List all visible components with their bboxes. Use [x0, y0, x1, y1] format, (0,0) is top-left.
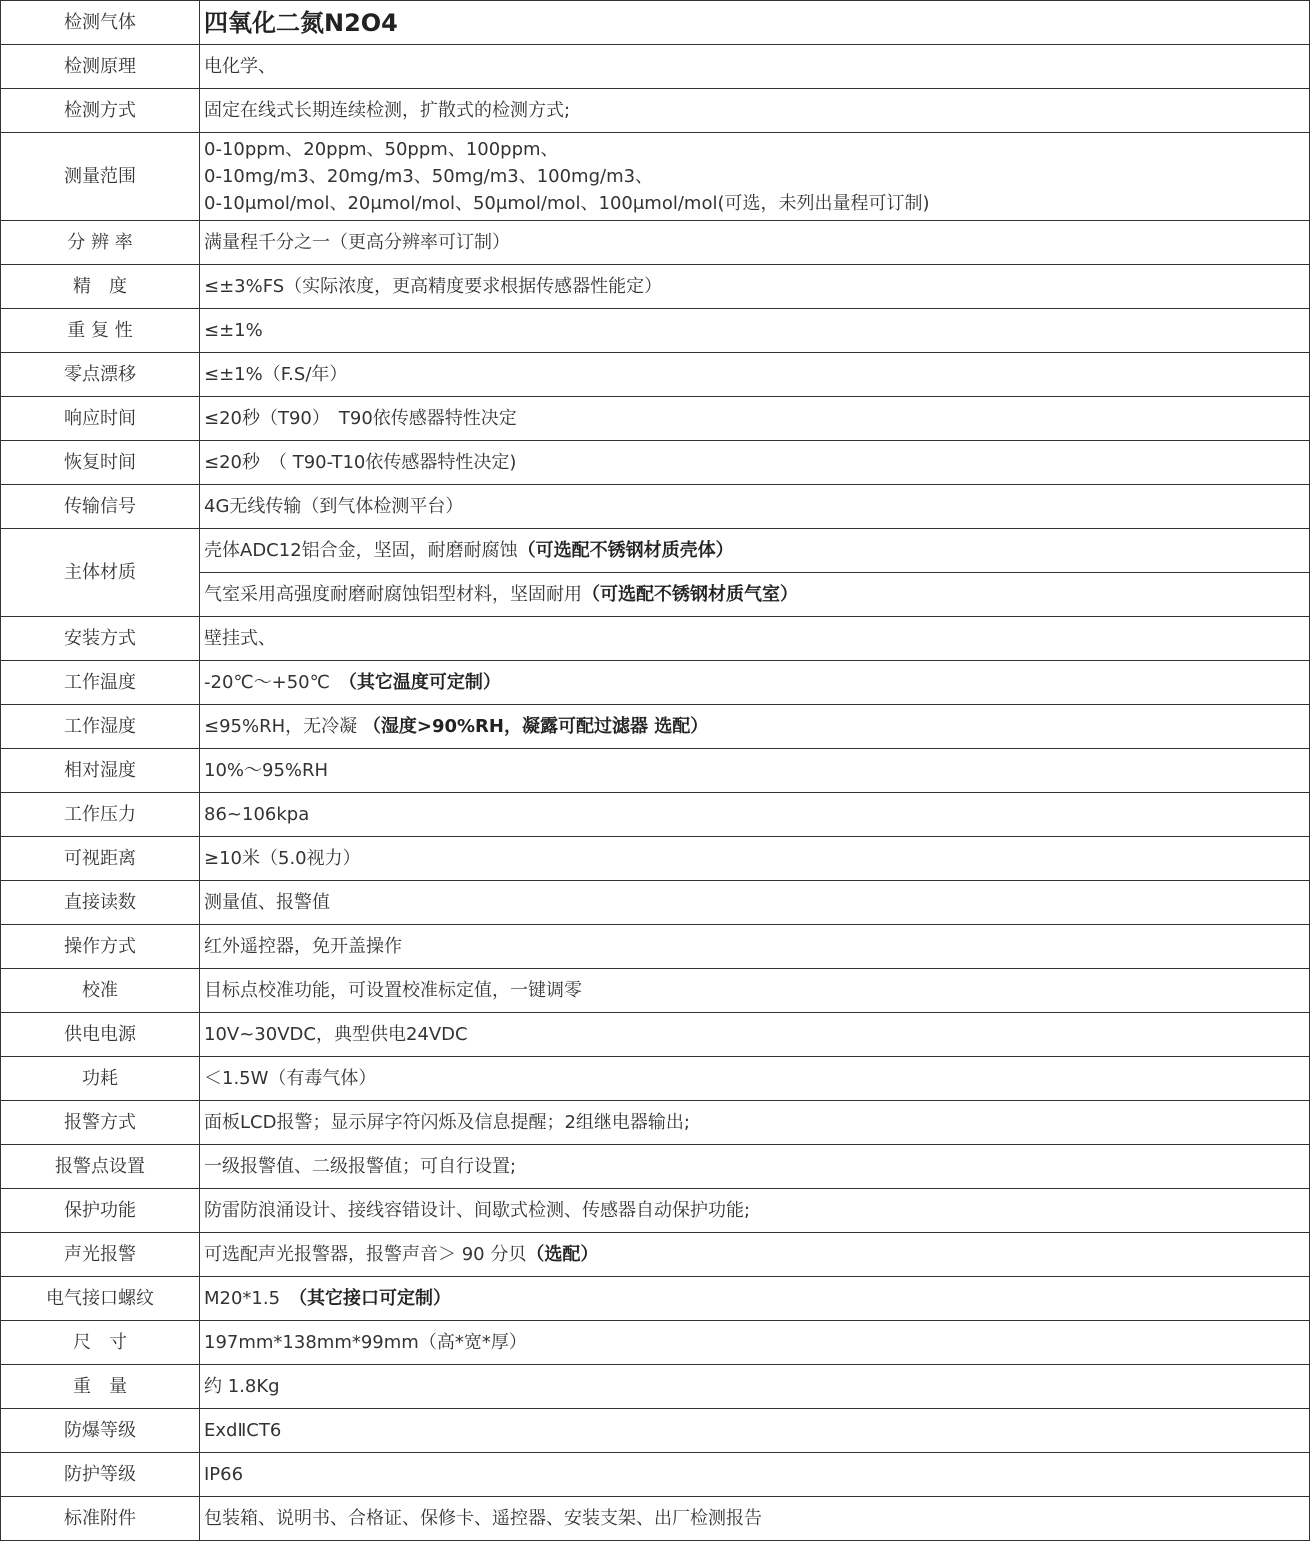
- spec-row: [1, 1365, 1310, 1409]
- spec-value-text: 10V~30VDC，典型供电24VDC: [204, 1023, 468, 1045]
- spec-value-text: 约 1.8Kg: [204, 1375, 280, 1397]
- spec-label: 重 量: [1, 1365, 200, 1409]
- spec-value-text: 目标点校准功能，可设置校准标定值，一键调零: [204, 979, 582, 1001]
- spec-row: [1, 1189, 1310, 1233]
- spec-label: 标准附件: [1, 1497, 200, 1541]
- spec-row: [1, 265, 1310, 309]
- spec-value: [200, 89, 1310, 133]
- gas-name: [200, 1, 1310, 45]
- spec-value-text: 壁挂式、: [204, 627, 276, 649]
- spec-label: 防爆等级: [1, 1409, 200, 1453]
- spec-value: [200, 1101, 1310, 1145]
- spec-value-text: 防雷防浪涌设计、接线容错设计、间歇式检测、传感器自动保护功能;: [204, 1199, 751, 1221]
- spec-value-emphasis: （湿度>90%RH，凝露可配过滤器 选配）: [362, 715, 709, 737]
- spec-value: [200, 1145, 1310, 1189]
- spec-label: 安装方式: [1, 617, 200, 661]
- spec-value: [200, 529, 1310, 573]
- spec-row: [1, 749, 1310, 793]
- spec-value-emphasis: （可选配不锈钢材质壳体）: [517, 539, 734, 561]
- spec-value-text: 可选配声光报警器，报警声音＞ 90 分贝: [204, 1243, 527, 1265]
- spec-row: [1, 881, 1310, 925]
- spec-label: 报警方式: [1, 1101, 200, 1145]
- spec-value: [200, 309, 1310, 353]
- spec-label: 重 复 性: [1, 309, 200, 353]
- spec-row: [1, 1409, 1310, 1453]
- spec-value: [200, 397, 1310, 441]
- spec-row: [1, 1013, 1310, 1057]
- spec-row: [1, 793, 1310, 837]
- spec-value-text: IP66: [204, 1463, 244, 1485]
- spec-value: [200, 45, 1310, 89]
- spec-value: [200, 221, 1310, 265]
- spec-value-text: 包装箱、说明书、合格证、保修卡、遥控器、安装支架、出厂检测报告: [204, 1507, 762, 1529]
- spec-value-text: ≤±3%FS（实际浓度，更高精度要求根据传感器性能定）: [204, 275, 663, 297]
- spec-value: [200, 705, 1310, 749]
- spec-value-emphasis: （其它温度可定制）: [347, 671, 501, 693]
- spec-label: 恢复时间: [1, 441, 200, 485]
- spec-row: [1, 221, 1310, 265]
- spec-value: [200, 837, 1310, 881]
- spec-label: 主体材质: [1, 529, 200, 617]
- spec-row: [1, 1321, 1310, 1365]
- spec-row: [1, 705, 1310, 749]
- spec-label: 测量范围: [1, 133, 200, 221]
- spec-row: [1, 1, 1310, 45]
- spec-value-text: ExdⅡCT6: [204, 1419, 282, 1441]
- spec-row: [1, 353, 1310, 397]
- spec-value: [200, 1453, 1310, 1497]
- spec-row: [1, 1145, 1310, 1189]
- spec-value: [200, 1497, 1310, 1541]
- spec-value-text: 面板LCD报警；显示屏字符闪烁及信息提醒；2组继电器输出;: [204, 1111, 690, 1133]
- spec-value: [200, 661, 1310, 705]
- spec-value: [200, 749, 1310, 793]
- spec-row: [1, 309, 1310, 353]
- spec-value: [200, 133, 1310, 221]
- spec-value-text: 四氧化二氮N2O4: [204, 8, 398, 37]
- spec-label: 检测气体: [1, 1, 200, 45]
- spec-value: [200, 1189, 1310, 1233]
- spec-value: [200, 441, 1310, 485]
- spec-value: [200, 1013, 1310, 1057]
- spec-label: 响应时间: [1, 397, 200, 441]
- spec-label: 工作温度: [1, 661, 200, 705]
- spec-value-text: 红外遥控器，免开盖操作: [204, 935, 402, 957]
- spec-value-emphasis: （选配）: [526, 1243, 599, 1265]
- spec-value-text: M20*1.5: [204, 1287, 299, 1309]
- spec-value-text: ≤±1%（F.S/年）: [204, 363, 348, 385]
- spec-value: [200, 1233, 1310, 1277]
- spec-row: [1, 1497, 1310, 1541]
- spec-label: 操作方式: [1, 925, 200, 969]
- spec-value: [200, 573, 1310, 617]
- spec-value: [200, 925, 1310, 969]
- spec-value-text: 满量程千分之一（更高分辨率可订制）: [204, 231, 510, 253]
- spec-value-text: 4G无线传输（到气体检测平台）: [204, 495, 464, 517]
- spec-value-text: ≥10米（5.0视力）: [204, 847, 361, 869]
- spec-label: 电气接口螺纹: [1, 1277, 200, 1321]
- spec-row: [1, 1277, 1310, 1321]
- spec-value: [200, 353, 1310, 397]
- spec-label: 尺 寸: [1, 1321, 200, 1365]
- spec-label: 防护等级: [1, 1453, 200, 1497]
- spec-row: [1, 1453, 1310, 1497]
- spec-row: [1, 485, 1310, 529]
- spec-row: [1, 1233, 1310, 1277]
- spec-label: 直接读数: [1, 881, 200, 925]
- spec-value: [200, 793, 1310, 837]
- spec-row: [1, 89, 1310, 133]
- spec-value-text: ≤95%RH，无冷凝: [204, 715, 363, 737]
- spec-label: 可视距离: [1, 837, 200, 881]
- spec-label: 检测原理: [1, 45, 200, 89]
- spec-value: [200, 617, 1310, 661]
- spec-row: [1, 969, 1310, 1013]
- spec-row: [1, 1057, 1310, 1101]
- spec-row: [1, 617, 1310, 661]
- spec-value-emphasis: （其它接口可定制）: [298, 1287, 452, 1309]
- spec-row: [1, 925, 1310, 969]
- spec-label: 工作压力: [1, 793, 200, 837]
- spec-value: [200, 265, 1310, 309]
- spec-value: [200, 1365, 1310, 1409]
- spec-row: [1, 529, 1310, 573]
- spec-value-text: 86~106kpa: [204, 803, 310, 825]
- spec-row: [1, 1101, 1310, 1145]
- spec-value-text: ≤20秒（T90） T90依传感器特性决定: [204, 407, 517, 429]
- spec-value-line: 0-10mg/m3、20mg/m3、50mg/m3、100mg/m3、: [204, 166, 654, 187]
- spec-value-text: -20℃～+50℃: [204, 671, 348, 693]
- spec-label: 报警点设置: [1, 1145, 200, 1189]
- spec-value: [200, 881, 1310, 925]
- spec-row: [1, 661, 1310, 705]
- spec-value-line: 0-10ppm、20ppm、50ppm、100ppm、: [204, 139, 559, 160]
- spec-label: 相对湿度: [1, 749, 200, 793]
- spec-label: 分 辨 率: [1, 221, 200, 265]
- spec-label: 声光报警: [1, 1233, 200, 1277]
- spec-value-text: 气室采用高强度耐磨耐腐蚀铝型材料，坚固耐用: [204, 583, 582, 605]
- spec-value: [200, 1277, 1310, 1321]
- spec-value-text: ≤20秒 （ T90-T10依传感器特性决定): [204, 451, 517, 473]
- spec-label: 零点漂移: [1, 353, 200, 397]
- spec-row: [1, 45, 1310, 89]
- spec-label: 工作湿度: [1, 705, 200, 749]
- spec-label: 供电电源: [1, 1013, 200, 1057]
- spec-row: [1, 397, 1310, 441]
- spec-value: [200, 1409, 1310, 1453]
- spec-value: [200, 1321, 1310, 1365]
- spec-value-emphasis: （可选配不锈钢材质气室）: [582, 583, 798, 605]
- spec-row: [1, 837, 1310, 881]
- spec-label: 功耗: [1, 1057, 200, 1101]
- spec-label: 传输信号: [1, 485, 200, 529]
- spec-value-text: 197mm*138mm*99mm（高*宽*厚）: [204, 1331, 527, 1353]
- spec-value-text: 一级报警值、二级报警值；可自行设置;: [204, 1155, 517, 1177]
- spec-label: 校准: [1, 969, 200, 1013]
- spec-table-body: [1, 1, 1310, 1541]
- spec-value-text: 测量值、报警值: [204, 891, 330, 913]
- spec-label: 检测方式: [1, 89, 200, 133]
- spec-value-text: ＜1.5W（有毒气体）: [204, 1067, 377, 1089]
- spec-label: 精 度: [1, 265, 200, 309]
- spec-value: [200, 485, 1310, 529]
- spec-value-line: 0-10μmol/mol、20μmol/mol、50μmol/mol、100μmol/mol(可选，未列出量程可订制): [204, 193, 930, 214]
- spec-value: [200, 969, 1310, 1013]
- spec-value-text: ≤±1%: [204, 319, 263, 341]
- spec-value-text: 壳体ADC12铝合金，坚固，耐磨耐腐蚀: [204, 539, 518, 561]
- spec-value-text: 电化学、: [204, 55, 276, 77]
- spec-value: [200, 1057, 1310, 1101]
- spec-label: 保护功能: [1, 1189, 200, 1233]
- spec-value-text: 固定在线式长期连续检测，扩散式的检测方式;: [204, 99, 571, 121]
- spec-value-text: 10%～95%RH: [204, 759, 329, 781]
- spec-row: [1, 133, 1310, 221]
- spec-row: [1, 441, 1310, 485]
